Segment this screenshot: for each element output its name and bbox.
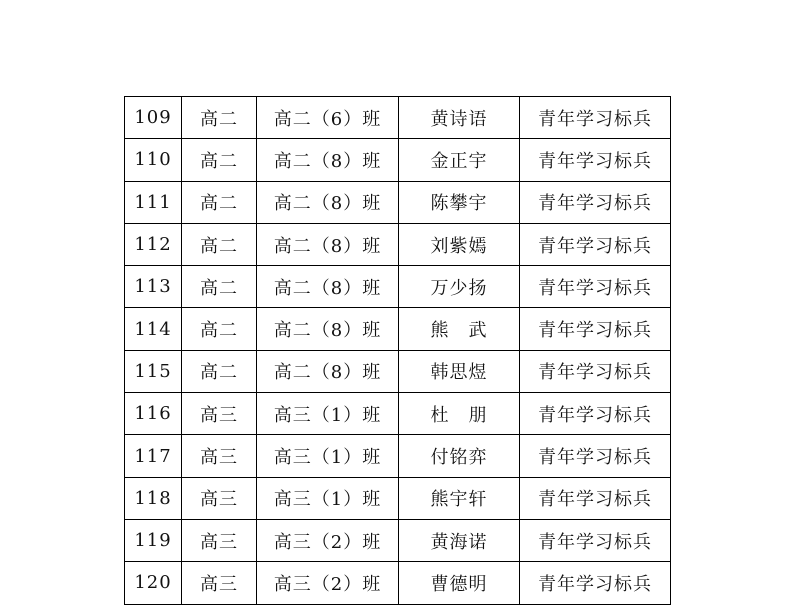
cell-award: 青年学习标兵 [520, 139, 671, 181]
cell-grade: 高二 [182, 181, 257, 223]
cell-number: 118 [125, 477, 182, 519]
cell-number: 119 [125, 519, 182, 561]
cell-award: 青年学习标兵 [520, 266, 671, 308]
cell-student-name: 黄诗语 [399, 97, 520, 139]
cell-grade: 高三 [182, 519, 257, 561]
cell-student-name: 黄海诺 [399, 519, 520, 561]
roster-table-body [125, 97, 671, 605]
table-row [125, 223, 671, 265]
cell-award: 青年学习标兵 [520, 308, 671, 350]
cell-class: 高二（8）班 [257, 266, 399, 308]
table-row [125, 266, 671, 308]
cell-student-name: 曹德明 [399, 562, 520, 604]
cell-award: 青年学习标兵 [520, 181, 671, 223]
cell-grade: 高二 [182, 139, 257, 181]
cell-number: 110 [125, 139, 182, 181]
cell-award: 青年学习标兵 [520, 223, 671, 265]
cell-number: 120 [125, 562, 182, 604]
cell-award: 青年学习标兵 [520, 562, 671, 604]
table-row [125, 350, 671, 392]
cell-student-name: 金正宇 [399, 139, 520, 181]
cell-grade: 高二 [182, 97, 257, 139]
cell-class: 高二（8）班 [257, 350, 399, 392]
cell-number: 111 [125, 181, 182, 223]
cell-student-name: 杜 朋 [399, 393, 520, 435]
table-row [125, 308, 671, 350]
cell-class: 高二（8）班 [257, 139, 399, 181]
cell-award: 青年学习标兵 [520, 393, 671, 435]
cell-grade: 高二 [182, 308, 257, 350]
table-row [125, 562, 671, 604]
cell-award: 青年学习标兵 [520, 350, 671, 392]
table-row [125, 393, 671, 435]
table-row [125, 139, 671, 181]
cell-number: 114 [125, 308, 182, 350]
cell-award: 青年学习标兵 [520, 477, 671, 519]
cell-class: 高三（1）班 [257, 393, 399, 435]
cell-class: 高三（1）班 [257, 477, 399, 519]
table-row [125, 181, 671, 223]
table-row [125, 519, 671, 561]
cell-grade: 高三 [182, 562, 257, 604]
cell-student-name: 刘紫嫣 [399, 223, 520, 265]
cell-number: 109 [125, 97, 182, 139]
cell-student-name: 熊 武 [399, 308, 520, 350]
cell-number: 116 [125, 393, 182, 435]
cell-student-name: 熊宇轩 [399, 477, 520, 519]
cell-award: 青年学习标兵 [520, 519, 671, 561]
cell-number: 113 [125, 266, 182, 308]
cell-grade: 高二 [182, 350, 257, 392]
cell-student-name: 万少扬 [399, 266, 520, 308]
cell-grade: 高二 [182, 266, 257, 308]
cell-class: 高二（8）班 [257, 223, 399, 265]
cell-class: 高二（6）班 [257, 97, 399, 139]
cell-class: 高三（1）班 [257, 435, 399, 477]
cell-grade: 高二 [182, 223, 257, 265]
cell-number: 117 [125, 435, 182, 477]
cell-student-name: 付铭弈 [399, 435, 520, 477]
cell-class: 高二（8）班 [257, 308, 399, 350]
table-row [125, 435, 671, 477]
cell-class: 高三（2）班 [257, 562, 399, 604]
cell-award: 青年学习标兵 [520, 435, 671, 477]
table-row [125, 477, 671, 519]
cell-number: 115 [125, 350, 182, 392]
cell-student-name: 韩思煜 [399, 350, 520, 392]
cell-number: 112 [125, 223, 182, 265]
cell-student-name: 陈攀宇 [399, 181, 520, 223]
cell-grade: 高三 [182, 393, 257, 435]
award-roster-table [124, 96, 671, 605]
cell-grade: 高三 [182, 477, 257, 519]
cell-class: 高二（8）班 [257, 181, 399, 223]
cell-grade: 高三 [182, 435, 257, 477]
cell-award: 青年学习标兵 [520, 97, 671, 139]
table-row [125, 97, 671, 139]
cell-class: 高三（2）班 [257, 519, 399, 561]
